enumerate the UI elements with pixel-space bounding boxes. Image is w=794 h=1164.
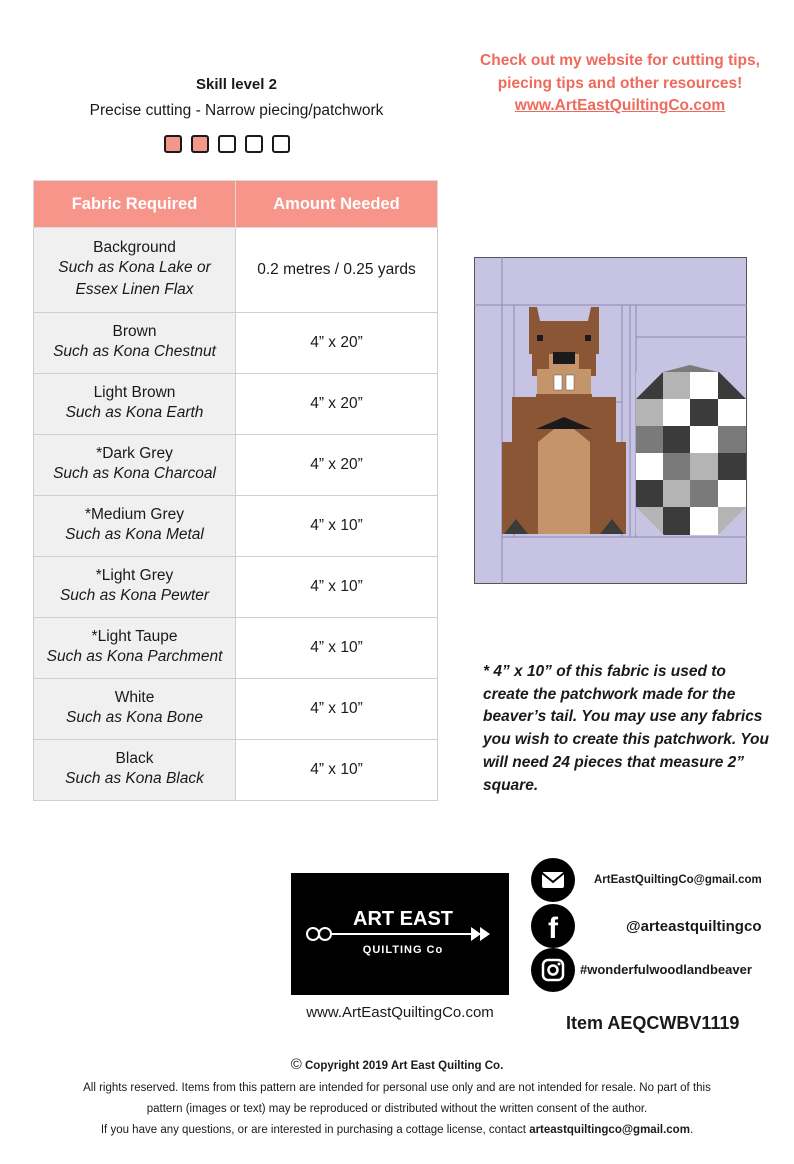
table-row: [34, 679, 438, 740]
legal-notice: [30, 1078, 764, 1141]
fabric-name: Brown: [112, 323, 157, 340]
table-row: [34, 374, 438, 435]
fabric-requirements-table: [33, 180, 438, 801]
table-row: [34, 557, 438, 618]
legal-line-3-text: If you have any questions, or are interested in purchasing a cottage license, contact: [100, 1124, 530, 1136]
envelope-icon: [531, 858, 575, 902]
amount-cell: 4” x 10”: [236, 557, 438, 618]
table-header-row: [34, 181, 438, 228]
fabric-name: Light Brown: [93, 384, 176, 401]
fabric-name: Background: [93, 239, 176, 256]
skill-box-1: [164, 135, 182, 153]
amount-cell: 4” x 20”: [236, 435, 438, 496]
column-header-fabric: Fabric Required: [34, 181, 236, 228]
column-header-amount: Amount Needed: [236, 181, 438, 228]
logo-subtitle: QUILTING Co: [362, 944, 444, 956]
fabric-example-cont: Essex Linen Flax: [75, 281, 194, 298]
website-url[interactable]: www.ArtEastQuiltingCo.com: [306, 1004, 494, 1021]
facebook-icon: [531, 904, 575, 948]
patchwork-note: * 4” x 10” of this fabric is used to create the patchwork made for the beaver’s tail. You may use any fabrics you wish to create this patchwork. You will need 24 pieces that measure 2” square.: [483, 663, 769, 794]
fabric-example: Such as Kona Metal: [65, 526, 204, 543]
amount-cell: 4” x 20”: [236, 374, 438, 435]
skill-level-description: Precise cutting - Narrow piecing/patchwork: [89, 102, 384, 119]
fabric-example: Such as Kona Parchment: [46, 648, 223, 665]
promo-line-2: piecing tips and other resources!: [497, 74, 743, 92]
art-east-logo: [291, 873, 509, 995]
fabric-name: *Light Grey: [95, 567, 174, 584]
legal-line-3-end: .: [689, 1124, 694, 1136]
skill-level-title: Skill level 2: [196, 76, 277, 93]
fabric-example: Such as Kona Charcoal: [53, 465, 216, 482]
beaver-quilt-block-illustration: [474, 257, 747, 584]
fabric-example: Such as Kona Black: [65, 770, 204, 787]
contact-instagram[interactable]: #wonderfulwoodlandbeaver: [580, 962, 752, 977]
fabric-cell: [34, 618, 236, 679]
fabric-cell: [34, 496, 236, 557]
fabric-cell: [34, 374, 236, 435]
amount-cell: 4” x 20”: [236, 313, 438, 374]
fabric-name: *Light Taupe: [91, 628, 178, 645]
promo-website-link[interactable]: www.ArtEastQuiltingCo.com: [514, 97, 726, 114]
fabric-example: Such as Kona Pewter: [59, 587, 210, 604]
fabric-name: *Medium Grey: [84, 506, 185, 523]
fabric-cell: [34, 435, 236, 496]
copyright: [0, 1056, 794, 1073]
contact-facebook[interactable]: @arteastquiltingco: [626, 918, 762, 935]
skill-level-indicator: [164, 135, 290, 153]
amount-cell: 4” x 10”: [236, 618, 438, 679]
logo-title: ART EAST: [353, 908, 453, 930]
fabric-cell: [34, 740, 236, 801]
copyright-text: Copyright 2019 Art East Quilting Co.: [304, 1060, 504, 1072]
copyright-icon: ©: [290, 1056, 302, 1073]
fabric-cell: [34, 228, 236, 313]
fabric-name: *Dark Grey: [96, 445, 173, 462]
table-row: [34, 435, 438, 496]
skill-box-4: [245, 135, 263, 153]
promo-line-1: Check out my website for cutting tips,: [480, 52, 760, 69]
table-row: [34, 228, 438, 313]
beaver-tail-patchwork: [636, 365, 746, 535]
legal-line-3: [30, 1120, 764, 1141]
legal-line-2: pattern (images or text) may be reproduced or distributed without the written consent of the author.: [146, 1103, 648, 1115]
fabric-example: Such as Kona Earth: [65, 404, 204, 421]
fabric-name: Black: [115, 750, 154, 767]
contact-email[interactable]: ArtEastQuiltingCo@gmail.com: [594, 874, 762, 886]
skill-box-5: [272, 135, 290, 153]
table-row: [34, 740, 438, 801]
fabric-cell: [34, 557, 236, 618]
table-row: [34, 618, 438, 679]
item-number: Item AEQCWBV1119: [566, 1013, 740, 1033]
fabric-example: Such as Kona Bone: [65, 709, 204, 726]
table-row: [34, 496, 438, 557]
amount-cell: 4” x 10”: [236, 496, 438, 557]
table-row: [34, 313, 438, 374]
svg-text:f: f: [548, 912, 558, 945]
amount-cell: 4” x 10”: [236, 679, 438, 740]
legal-line-1: All rights reserved. Items from this pattern are intended for personal use only and are not intended for resale. No part of this: [83, 1082, 711, 1094]
fabric-example: Such as Kona Chestnut: [53, 343, 216, 360]
logo-graphic: [291, 873, 509, 995]
fabric-name: White: [114, 689, 155, 706]
skill-box-2: [191, 135, 209, 153]
legal-contact-email[interactable]: arteastquiltingco@gmail.com: [529, 1124, 690, 1136]
skill-box-3: [218, 135, 236, 153]
website-promo: [460, 50, 780, 118]
instagram-icon: [531, 948, 575, 992]
amount-cell: 4” x 10”: [236, 740, 438, 801]
amount-cell: 0.2 metres / 0.25 yards: [236, 228, 438, 313]
fabric-cell: [34, 313, 236, 374]
fabric-cell: [34, 679, 236, 740]
fabric-example: Such as Kona Lake or: [58, 259, 211, 276]
